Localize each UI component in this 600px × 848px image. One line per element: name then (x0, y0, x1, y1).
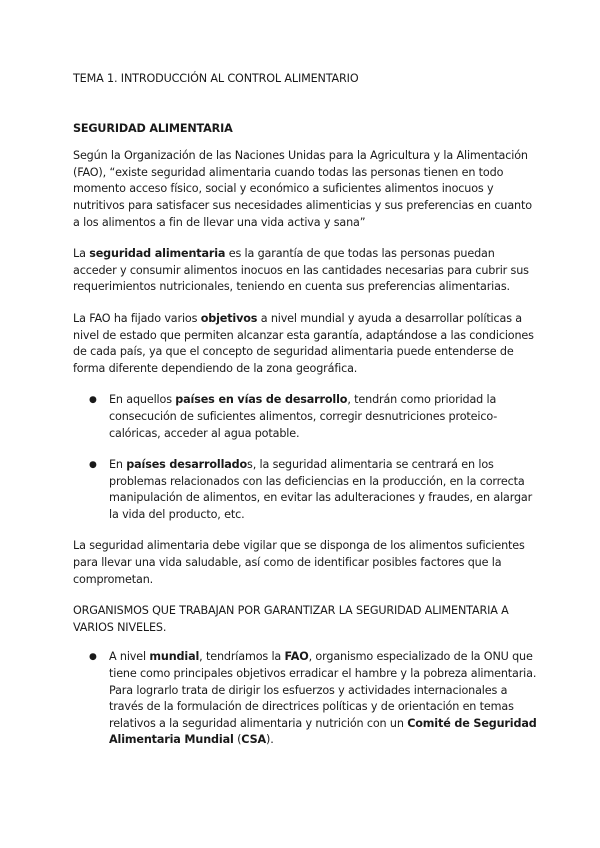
organisms-list (73, 649, 540, 749)
bold-term: países desarrollado (126, 458, 248, 472)
bold-term: FAO (284, 650, 309, 664)
list-item: ● A nivel mundial, tendríamos la FAO, organismo especializado de la ONU que tiene como principales objetivos erradicar el hambre y la pobreza alimentaria. Para lograrlo trata de dirigir los esfuerzos y actividades internacionales a través de la formulación de directrices políticas y de orientación en temas relativos a la seguridad alimentaria y nutrición con un Comité de Seguridad Alimentaria Mundial (CSA). (89, 650, 537, 747)
section-heading: SEGURIDAD ALIMENTARIA (73, 121, 233, 135)
fao-quote-paragraph: Según la Organización de las Naciones Unidas para la Agricultura y la Alimentación (FAO), “existe seguridad alimentaria cuando todas las personas tienen en todo momento acceso físico, social y económico a suficientes alimentos inocuos y nutritivos para satisfacer sus necesidades alimenticias y sus preferencias en cuanto a los alimentos a fin de llevar una vida activa y sana” (73, 149, 532, 229)
definition-paragraph: La seguridad alimentaria es la garantía de que todas las personas puedan acceder y consumir alimentos inocuos en las cantidades necesarias para cubrir sus requerimientos nutricionales, teniendo en cuenta sus preferencias alimentarias. (73, 247, 529, 294)
bold-term: CSA (241, 733, 266, 747)
bold-term: seguridad alimentaria (89, 247, 226, 261)
bold-term: objetivos (200, 311, 258, 325)
organisms-heading: ORGANISMOS QUE TRABAJAN POR GARANTIZAR LA SEGURIDAD ALIMENTARIA A VARIOS NIVELES. (73, 604, 509, 634)
bold-term: países en vías de desarrollo (175, 393, 348, 407)
bullet-icon: ● (89, 652, 97, 663)
vigilance-paragraph: La seguridad alimentaria debe vigilar que se disponga de los alimentos suficientes para llevar una vida saludable, así como de identificar posibles factores que la comprometan. (73, 539, 525, 586)
bold-term: Comité de Seguridad Alimentaria Mundial (109, 716, 537, 747)
country-types-list (73, 392, 540, 523)
list-item: ● En países desarrollados, la seguridad alimentaria se centrará en los problemas relacionados con las deficiencias en la producción, en la correcta manipulación de alimentos, en evitar las adulteraciones y fraudes, en alargar la vida del producto, etc. (89, 458, 533, 521)
document-title: TEMA 1. INTRODUCCIÓN AL CONTROL ALIMENTARIO (73, 72, 359, 85)
bold-term: mundial (149, 650, 200, 664)
objectives-paragraph: La FAO ha fijado varios objetivos a nivel mundial y ayuda a desarrollar políticas a nivel de estado que permiten alcanzar esta garantía, adaptándose a las condiciones de cada país, ya que el concepto de seguridad alimentaria puede entenderse de forma diferente dependiendo de la zona geográfica. (73, 311, 534, 375)
bullet-icon: ● (89, 460, 97, 471)
bullet-icon: ● (89, 395, 97, 406)
list-item: ● En aquellos países en vías de desarrollo, tendrán como prioridad la consecución de suficientes alimentos, corregir desnutriciones proteico-calóricas, acceder al agua potable. (89, 393, 498, 440)
